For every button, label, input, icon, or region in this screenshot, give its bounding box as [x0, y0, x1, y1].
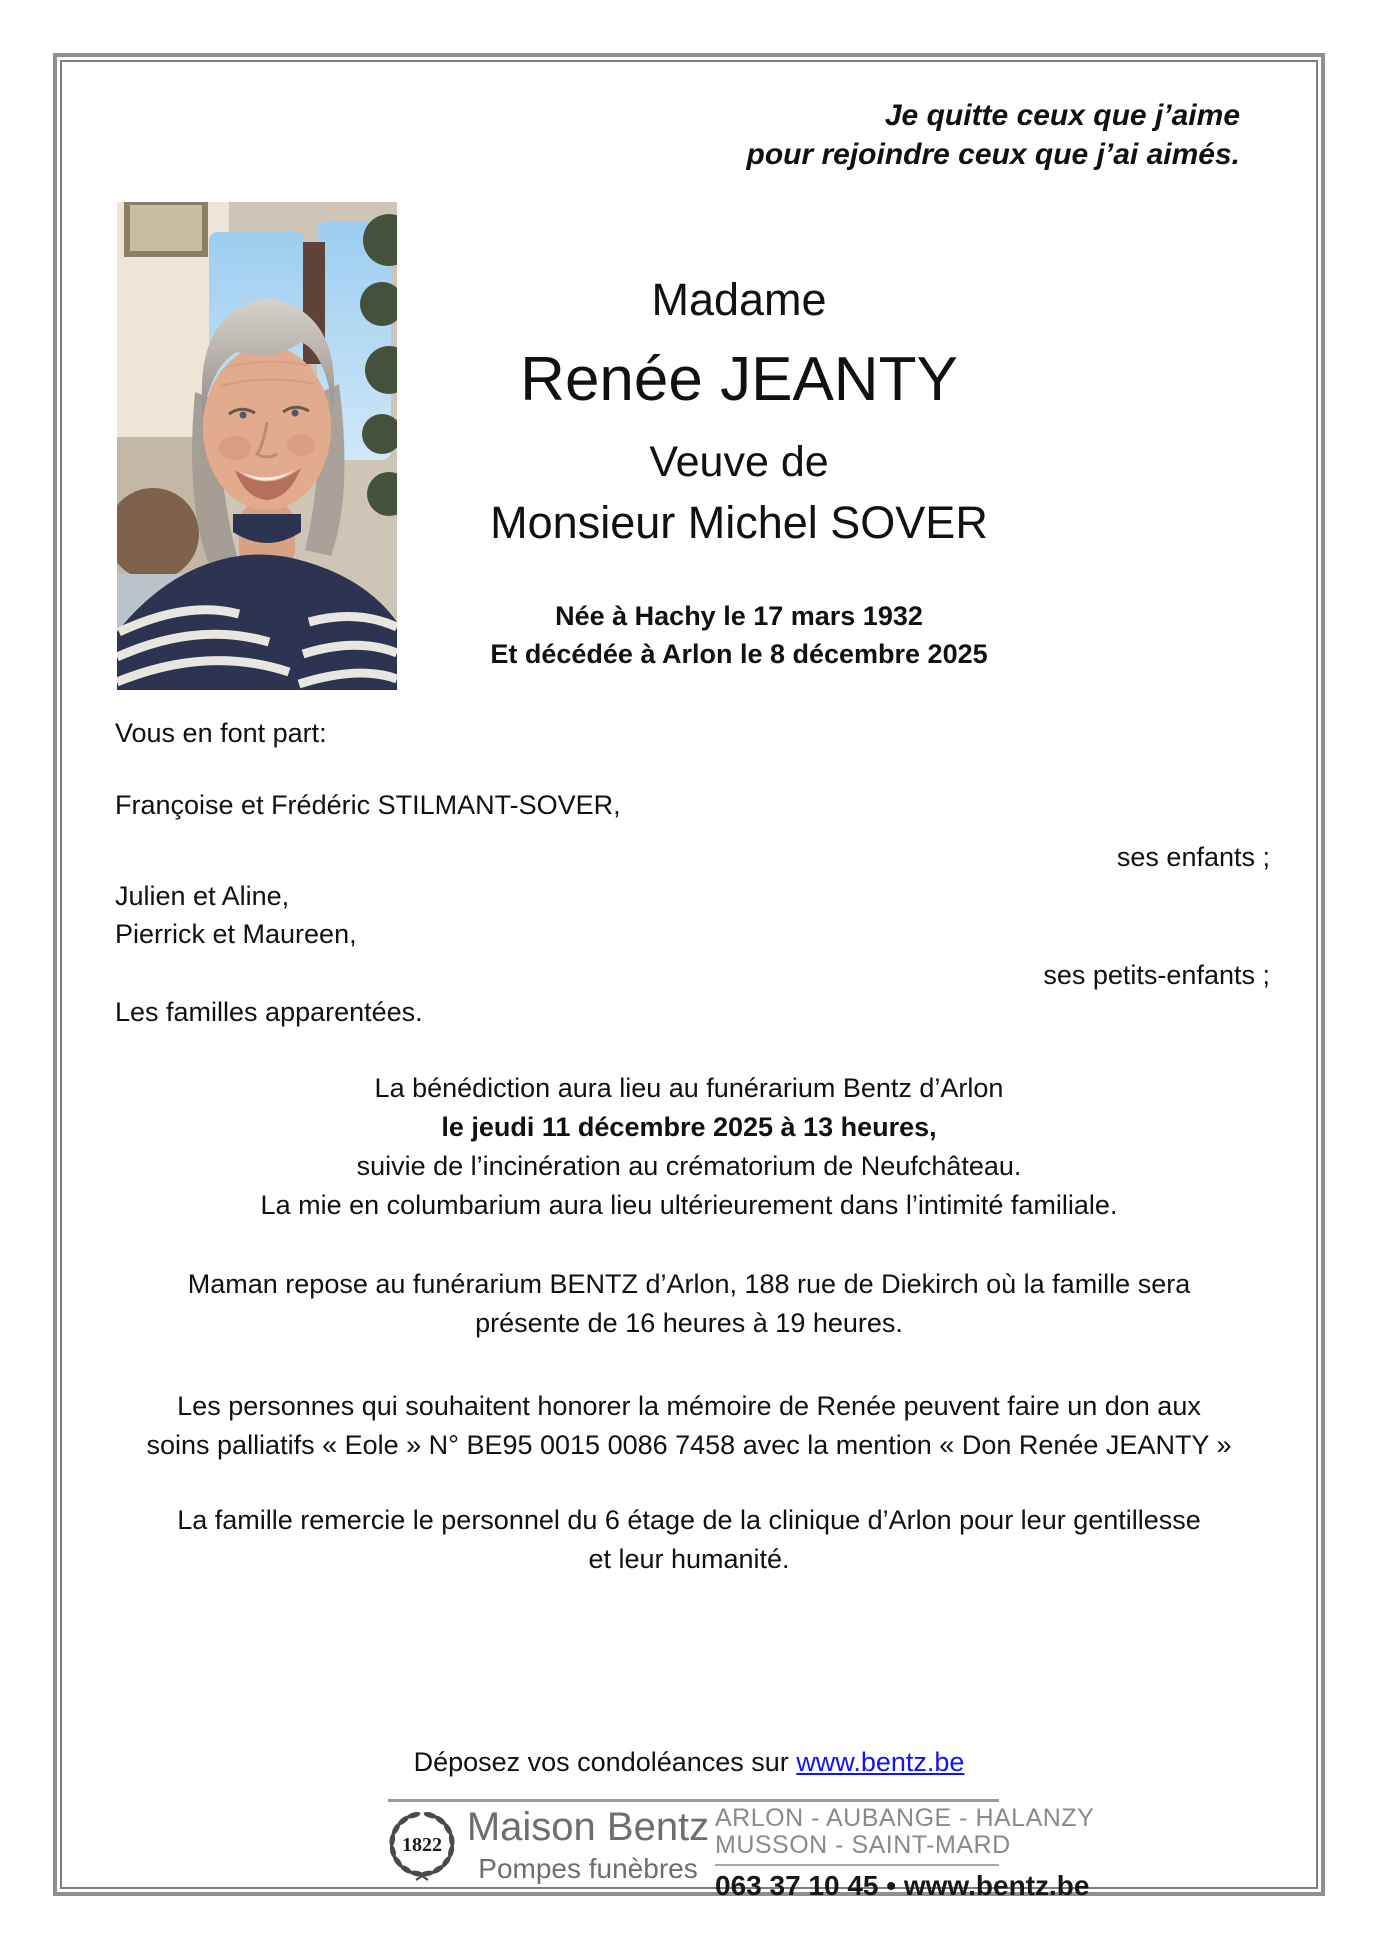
thanks-line1: La famille remercie le personnel du 6 étage de la clinique d’Arlon pour leur gentillesse — [177, 1505, 1201, 1535]
thanks-line2: et leur humanité. — [588, 1544, 790, 1574]
condolences-line — [0, 1747, 1378, 1778]
related-families: Les familles apparentées. — [115, 997, 423, 1027]
civility-title: Madame — [651, 274, 827, 325]
epitaph-quote-line1: Je quitte ceux que j’aime — [884, 99, 1240, 132]
visitation-line2: présente de 16 heures à 19 heures. — [475, 1308, 903, 1338]
ceremony-line3: suivie de l’incinération au crématorium de Neufchâteau. — [356, 1151, 1022, 1181]
ceremony-date-line: le jeudi 11 décembre 2025 à 13 heures, — [441, 1112, 937, 1142]
condolences-link[interactable]: www.bentz.be — [796, 1747, 965, 1777]
locations-line1: ARLON - AUBANGE - HALANZY — [715, 1804, 1095, 1832]
epitaph-quote — [747, 96, 1241, 174]
visitation-line1: Maman repose au funérarium BENTZ d’Arlon, 188 rue de Diekirch où la famille sera — [187, 1269, 1191, 1299]
death-line: Et décédée à Arlon le 8 décembre 2025 — [490, 639, 988, 669]
locations-separator — [715, 1864, 999, 1866]
locations-line2: MUSSON - SAINT-MARD — [715, 1831, 1011, 1859]
ceremony-line4: La mie en columbarium aura lieu ultérieurement dans l’intimité familiale. — [260, 1190, 1118, 1220]
birth-line: Née à Hachy le 17 mars 1932 — [555, 601, 923, 631]
children-label: ses enfants ; — [1116, 842, 1270, 872]
funeral-home-identity — [458, 1806, 718, 1885]
deceased-name: Renée JEANTY — [520, 345, 958, 414]
donation-line2: soins palliatifs « Eole » N° BE95 0015 0086 7458 avec la mention « Don Renée JEANTY » — [146, 1430, 1232, 1460]
widow-of-label: Veuve de — [649, 438, 829, 486]
funeral-home-locations — [715, 1804, 1095, 1902]
condolences-text: Déposez vos condoléances sur — [413, 1747, 797, 1777]
funeral-home-name: Maison Bentz — [466, 1805, 710, 1849]
ceremony-line1: La bénédiction aura lieu au funérarium Bentz d’Arlon — [374, 1073, 1004, 1103]
funeral-home-tagline: Pompes funèbres — [478, 1853, 698, 1884]
grandchildren-names-2: Pierrick et Maureen, — [115, 919, 357, 949]
established-year: 1822 — [402, 1834, 442, 1856]
footer-separator — [388, 1799, 999, 1802]
spouse-name: Monsieur Michel SOVER — [490, 497, 988, 548]
epitaph-quote-line2: pour rejoindre ceux que j’ai aimés. — [746, 138, 1240, 171]
donation-line1: Les personnes qui souhaitent honorer la mémoire de Renée peuvent faire un don aux — [177, 1391, 1201, 1421]
announcement-intro: Vous en font part: — [115, 718, 327, 748]
phone-and-website: 063 37 10 45 • www.bentz.be — [715, 1870, 1090, 1901]
laurel-wreath-icon — [383, 1802, 461, 1887]
children-names: Françoise et Frédéric STILMANT-SOVER, — [115, 790, 621, 820]
grandchildren-label: ses petits-enfants ; — [1043, 960, 1270, 990]
grandchildren-names-1: Julien et Aline, — [115, 881, 290, 911]
